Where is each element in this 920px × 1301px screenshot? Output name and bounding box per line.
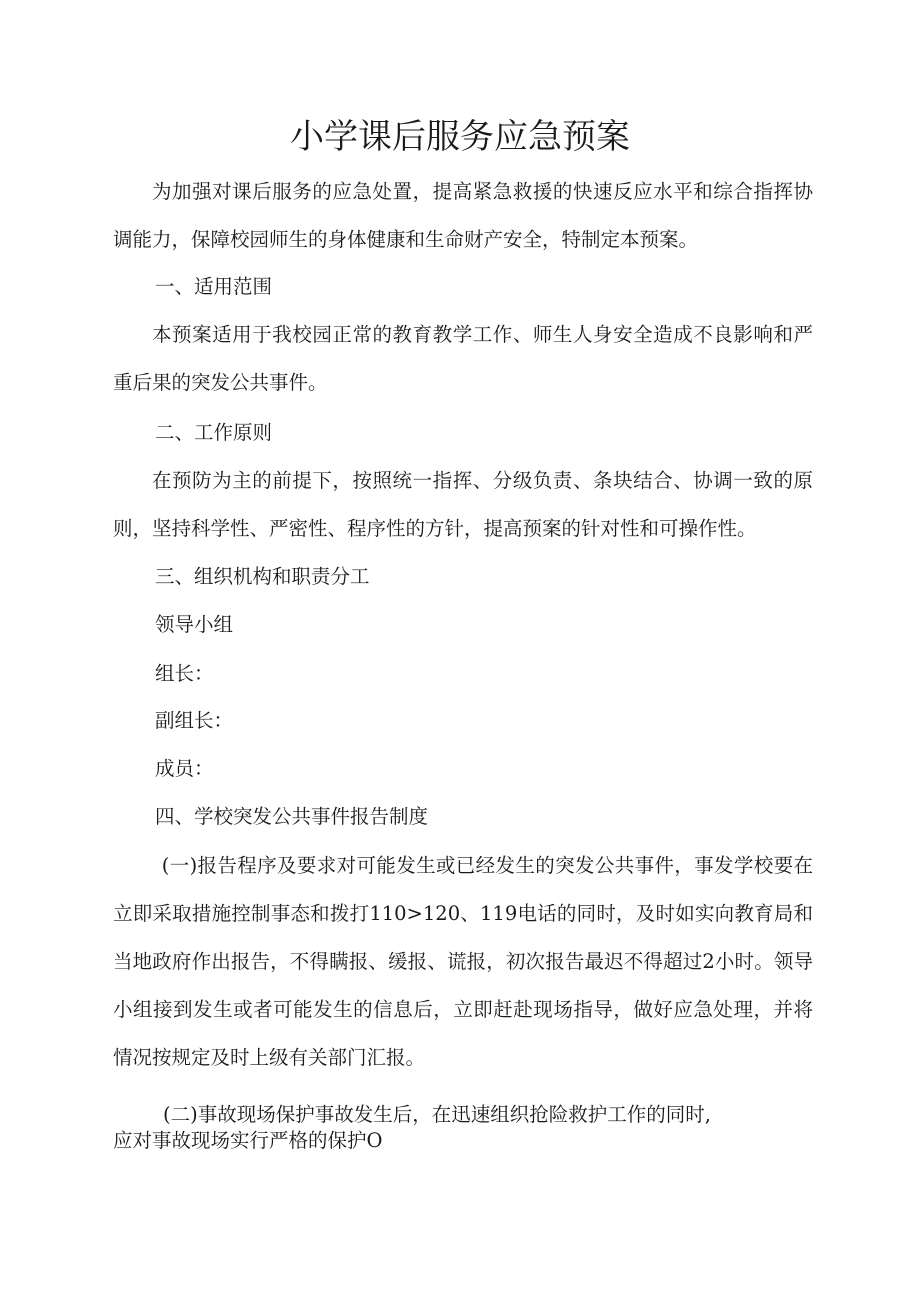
section2-body: 在预防为主的前提下，按照统一指挥、分级负责、条块结合、协调一致的原则，坚持科学性、严密性、程序性的方针，提高预案的针对性和可操作性。 [113, 469, 813, 540]
leadership-group-label: 领导小组 [155, 613, 234, 636]
item1-paragraph: (一)报告程序及要求对可能发生或已经发生的突发公共事件，事发学校要在立即采取措施控制事态和拨打110>120、119电话的同时，及时如实向教育局和当地政府作出报告，不得瞒报、缓报、谎报，初次报告最迟不得超过2小时。领导小组接到发生或者可能发生的信息后，立即赶赴现场指导，做好应急处理，并将情况按规定及时上级有关部门汇报。 [113, 854, 813, 1069]
section4-heading: 四、学校突发公共事件报告制度 [155, 805, 429, 828]
document-title: 小学课后服务应急预案 [290, 117, 630, 157]
intro-paragraph: 为加强对课后服务的应急处置，提高紧急救援的快速反应水平和综合指挥协调能力，保障校园师生的身体健康和生命财产安全，特制定本预案。 [113, 180, 813, 251]
item2-line1: (二)事故现场保护事故发生后，在迅速组织抢险救护工作的同时, [163, 1103, 711, 1126]
section2-heading: 二、工作原则 [155, 421, 273, 444]
section1-heading: 一、适用范围 [155, 275, 273, 298]
members-label: 成员： [155, 757, 214, 780]
section3-heading: 三、组织机构和职责分工 [155, 565, 370, 588]
group-leader-label: 组长： [155, 662, 214, 685]
deputy-leader-label: 副组长： [155, 709, 234, 732]
section1-body: 本预案适用于我校园正常的教育教学工作、师生人身安全造成不良影响和严重后果的突发公共事件。 [113, 323, 813, 394]
item2-line2: 应对事故现场实行严格的保护O [113, 1129, 383, 1152]
